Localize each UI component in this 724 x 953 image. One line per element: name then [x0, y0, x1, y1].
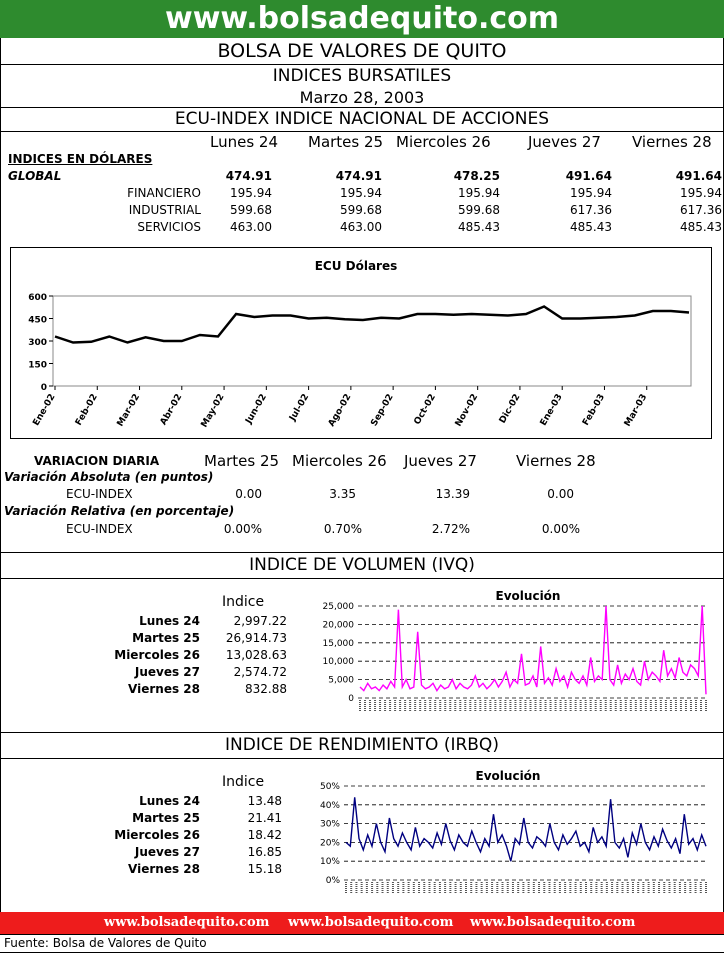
x-tick-label: Ene-02	[31, 392, 58, 428]
cell: 195.94	[340, 186, 382, 200]
row-label-global: GLOBAL	[8, 169, 62, 183]
day-header: Miercoles 26	[396, 133, 491, 151]
y-tick-label: 10,000	[322, 657, 354, 668]
day-label: Martes 25	[132, 811, 200, 825]
cell: 485.43	[458, 220, 500, 234]
day-header: Lunes 24	[210, 133, 279, 151]
left-border	[0, 38, 1, 912]
y-tick-label: 150	[28, 360, 47, 371]
x-tick-label: Dic-02	[497, 392, 523, 426]
day-label: Miercoles 26	[114, 828, 200, 842]
y-tick-label: 10%	[319, 857, 340, 868]
cell: 195.94	[570, 186, 612, 200]
x-tick-label: Ene-03	[538, 392, 565, 428]
cell: 599.68	[230, 203, 272, 217]
x-tick-label: Nov-02	[453, 392, 481, 429]
day-header: Jueves 27	[528, 133, 601, 151]
page-subtitle: INDICES BURSATILES	[272, 66, 452, 86]
cell: 478.25	[453, 169, 500, 183]
cell: 13.48	[247, 794, 282, 808]
x-tick-label: Oct-02	[412, 392, 438, 427]
day-header: Viernes 28	[632, 133, 712, 151]
cell: 2,997.22	[233, 614, 287, 628]
cell: 18.42	[247, 828, 282, 842]
cell: 0.00	[235, 487, 262, 501]
day-label: Miercoles 26	[114, 648, 200, 662]
cell: 15.18	[247, 862, 282, 876]
row-label: INDUSTRIAL	[128, 203, 201, 217]
divider	[0, 64, 724, 65]
day-label: Jueves 27	[134, 845, 200, 859]
chart-title: Evolución	[475, 769, 541, 783]
x-tick-label: Sep-02	[369, 392, 396, 429]
cell: 26,914.73	[225, 631, 287, 645]
source-text: Fuente: Bolsa de Valores de Quito	[4, 936, 207, 950]
section-label: INDICES EN DÓLARES	[8, 152, 153, 166]
irbq-title: INDICE DE RENDIMIENTO (IRBQ)	[225, 735, 499, 755]
cell: 0.00	[547, 487, 574, 501]
footer-bar	[0, 912, 724, 934]
cell: 617.36	[680, 203, 722, 217]
row-label: SERVICIOS	[137, 220, 201, 234]
cell: 0.00%	[223, 522, 262, 536]
x-tick-label: Mar-02	[115, 392, 143, 429]
ivq-col-header: Indice	[222, 594, 265, 610]
divider	[0, 758, 724, 759]
plot-area	[53, 296, 691, 386]
cell: 832.88	[245, 682, 287, 696]
day-header: Miercoles 26	[292, 452, 387, 470]
day-label: Viernes 28	[128, 862, 200, 876]
x-tick-label: Jun-02	[244, 392, 269, 426]
y-tick-label: 0	[40, 383, 47, 393]
divider	[0, 552, 724, 553]
ecu-day-header	[0, 133, 724, 153]
day-label: Martes 25	[132, 631, 200, 645]
x-tick-label: Jul-02	[287, 392, 312, 423]
cell: 16.85	[247, 845, 282, 859]
cell: 0.70%	[323, 522, 362, 536]
ecu-chart	[11, 248, 711, 438]
source-row	[0, 934, 724, 953]
y-tick-label: 0%	[325, 876, 340, 886]
cell: 2,574.72	[233, 665, 287, 679]
cell: 2.72%	[431, 522, 470, 536]
org-name: BOLSA DE VALORES DE QUITO	[217, 40, 507, 62]
footer-link[interactable]: www.bolsadequito.com	[288, 915, 454, 930]
cell: 474.91	[335, 169, 382, 183]
cell: 13.39	[435, 487, 470, 501]
cell: 195.94	[230, 186, 272, 200]
x-tick-label: Abr-02	[158, 392, 185, 428]
rel-label: Variación Relativa (en porcentaje)	[4, 504, 235, 518]
cell: 599.68	[458, 203, 500, 217]
day-label: Lunes 24	[139, 794, 200, 808]
day-header: Martes 25	[204, 452, 280, 470]
day-header: Martes 25	[308, 133, 384, 151]
cell: 485.43	[570, 220, 612, 234]
y-tick-label: 0	[348, 694, 354, 704]
divider	[0, 107, 724, 108]
row-label: ECU-INDEX	[66, 522, 133, 536]
cell: 491.64	[675, 169, 722, 183]
y-tick-label: 30%	[319, 819, 340, 830]
day-header: Viernes 28	[516, 452, 596, 470]
y-tick-label: 5,000	[328, 675, 354, 686]
divider	[0, 578, 724, 579]
footer-link[interactable]: www.bolsadequito.com	[470, 915, 636, 930]
x-tick-label: Feb-03	[581, 392, 608, 428]
cell: 195.94	[458, 186, 500, 200]
site-banner[interactable]: www.bolsadequito.com	[0, 0, 724, 38]
cell: 617.36	[570, 203, 612, 217]
day-header: Jueves 27	[404, 452, 477, 470]
cell: 13,028.63	[225, 648, 287, 662]
cell: 195.94	[680, 186, 722, 200]
y-tick-label: 15,000	[322, 638, 354, 649]
day-label: Viernes 28	[128, 682, 200, 696]
ivq-title: INDICE DE VOLUMEN (IVQ)	[249, 555, 475, 575]
ecu-chart-frame	[10, 247, 712, 439]
cell: 3.35	[329, 487, 356, 501]
irbq-col-header: Indice	[222, 774, 265, 790]
cell: 491.64	[565, 169, 612, 183]
x-tick-label: Ago-02	[326, 392, 354, 429]
report-date: Marzo 28, 2003	[299, 88, 425, 107]
y-tick-label: 20,000	[322, 620, 354, 631]
x-tick-label: May-02	[199, 392, 227, 430]
y-tick-label: 50%	[319, 782, 340, 792]
x-tick-label: Mar-03	[622, 392, 650, 429]
variacion-title: VARIACION DIARIA	[34, 454, 160, 468]
day-label: Jueves 27	[134, 665, 200, 679]
cell: 463.00	[230, 220, 272, 234]
y-tick-label: 40%	[319, 800, 340, 811]
divider	[0, 131, 724, 132]
cell: 463.00	[340, 220, 382, 234]
y-tick-label: 450	[28, 315, 47, 326]
y-tick-label: 20%	[319, 838, 340, 849]
cell: 474.91	[225, 169, 272, 183]
chart-title: ECU Dólares	[314, 259, 398, 273]
cell: 0.00%	[541, 522, 580, 536]
abs-label: Variación Absoluta (en puntos)	[4, 470, 214, 484]
series-line	[360, 606, 706, 694]
divider	[0, 732, 724, 733]
day-label: Lunes 24	[139, 614, 200, 628]
row-label: FINANCIERO	[127, 186, 201, 200]
ivq-chart	[300, 582, 720, 722]
y-tick-label: 600	[28, 293, 47, 303]
y-tick-label: 25,000	[322, 602, 354, 612]
row-label: ECU-INDEX	[66, 487, 133, 501]
ecu-title: ECU-INDEX INDICE NACIONAL DE ACCIONES	[174, 109, 550, 129]
irbq-chart	[300, 762, 720, 902]
chart-title: Evolución	[495, 589, 561, 603]
cell: 21.41	[247, 811, 282, 825]
cell: 485.43	[680, 220, 722, 234]
x-tick-label: Feb-02	[73, 392, 100, 428]
footer-link[interactable]: www.bolsadequito.com	[104, 915, 270, 930]
cell: 599.68	[340, 203, 382, 217]
y-tick-label: 300	[28, 338, 47, 348]
series-line	[346, 797, 706, 861]
